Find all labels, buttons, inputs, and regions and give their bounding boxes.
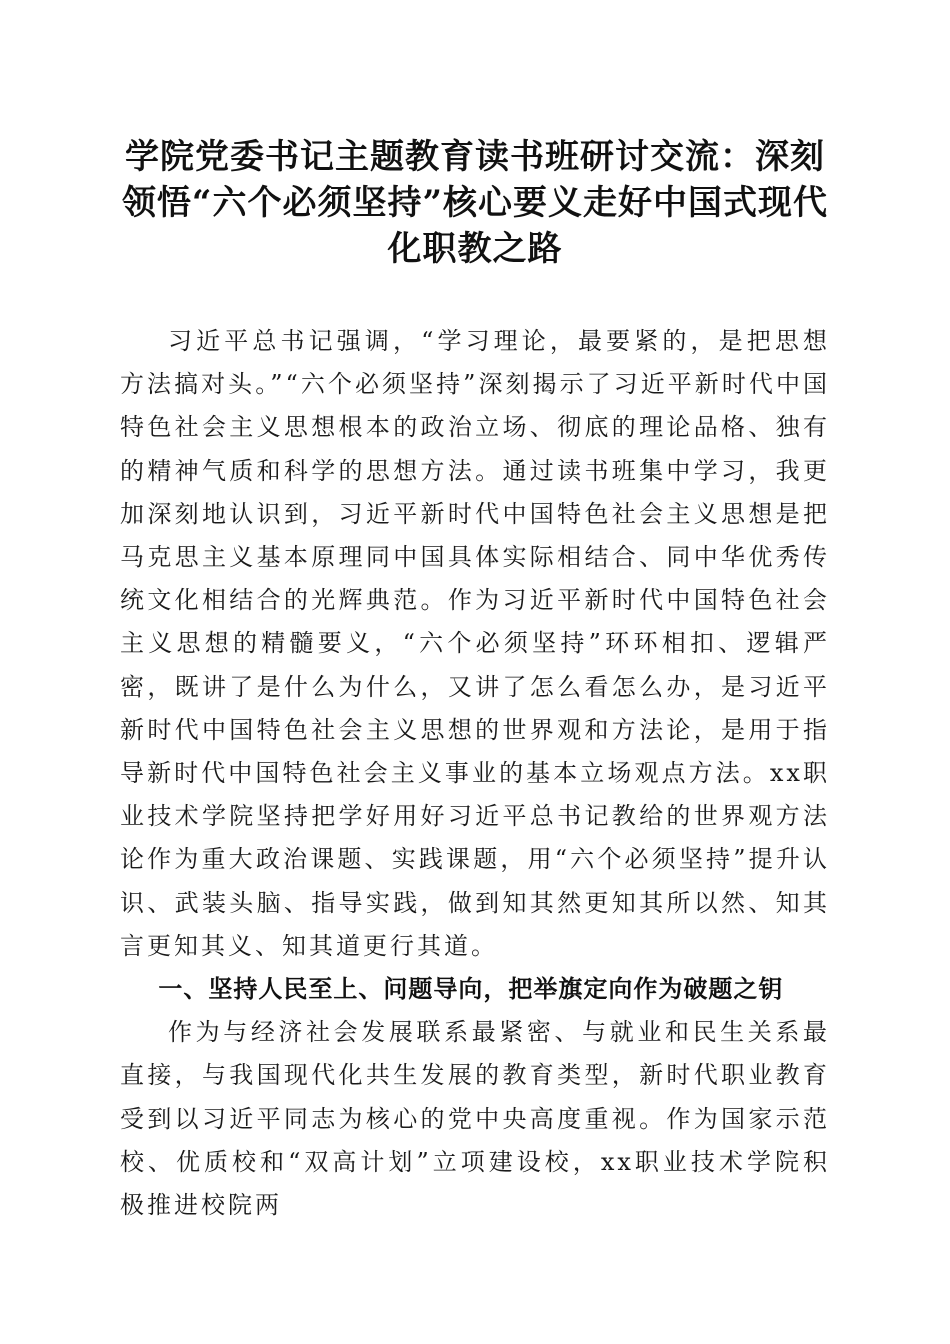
body-paragraph-intro: 习近平总书记强调，“学习理论，最要紧的，是把思想方法搞对头。”“六个必须坚持”深刻揭示了习近平新时代中国特色社会主义思想根本的政治立场、彻底的理论品格、独有的精神气质和科学的思想方法。通过读书班集中学习，我更加深刻地认识到，习近平新时代中国特色社会主义思想是把马克思主义基本原理同中国具体实际相结合、同中华优秀传统文化相结合的光辉典范。作为习近平新时代中国特色社会主义思想的精髓要义，“六个必须坚持”环环相扣、逻辑严密，既讲了是什么为什么，又讲了怎么看怎么办，是习近平新时代中国特色社会主义思想的世界观和方法论，是用于指导新时代中国特色社会主义事业的基本立场观点方法。xx职业技术学院坚持把学好用好习近平总书记教给的世界观方法论作为重大政治课题、实践课题，用“六个必须坚持”提升认识、武装头脑、指导实践，做到知其然更知其所以然、知其言更知其义、知其道更行其道。: [120, 327, 830, 960]
document-title: 学院党委书记主题教育读书班研讨交流：深刻领悟“六个必须坚持”核心要义走好中国式现代化职教之路: [121, 137, 829, 269]
section-heading-1: 一、坚持人民至上、问题导向，把举旗定向作为破题之钥: [158, 975, 784, 1004]
document-body: [120, 320, 830, 1227]
body-paragraph-section-1: 作为与经济社会发展联系最紧密、与就业和民生关系最直接，与我国现代化共生发展的教育类型，新时代职业教育受到以习近平同志为核心的党中央高度重视。作为国家示范校、优质校和“双高计划”立项建设校，xx职业技术学院积极推进校院两: [120, 1018, 830, 1220]
